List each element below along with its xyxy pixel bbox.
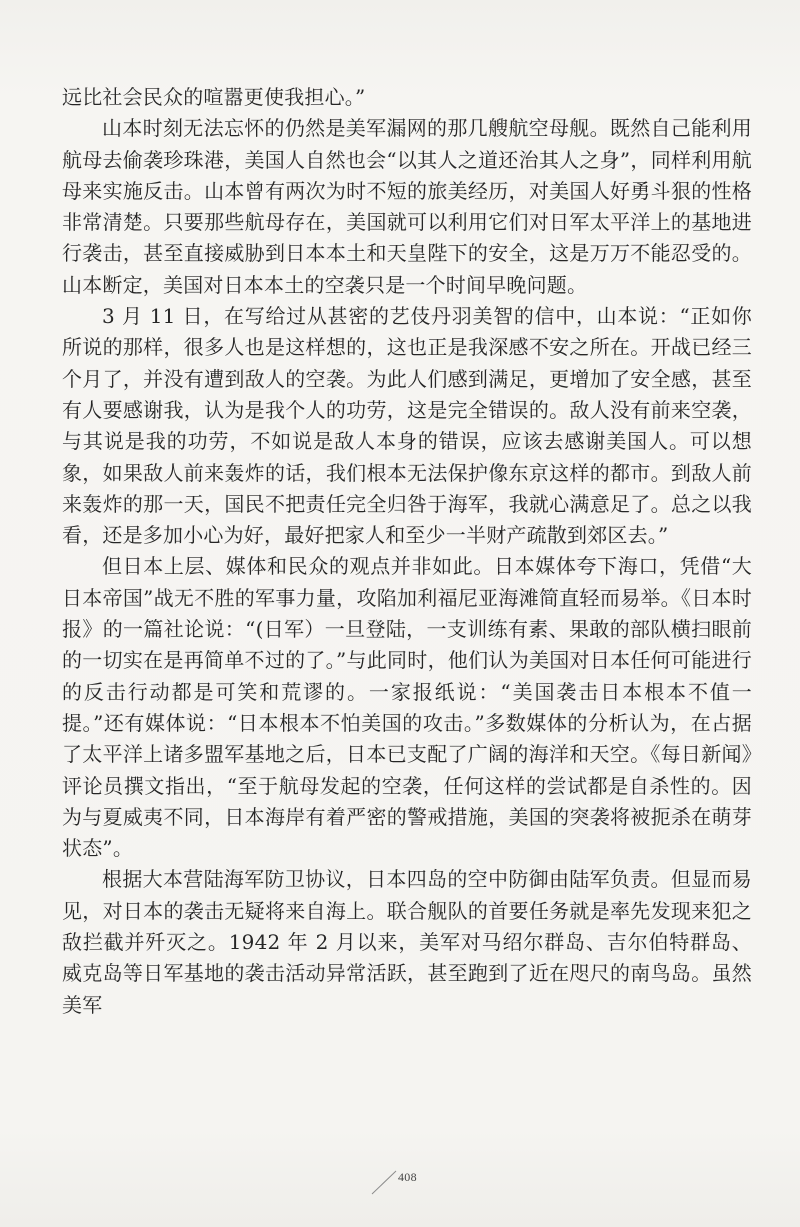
paragraph-1: 远比社会民众的喧嚣更使我担心。”	[62, 85, 366, 109]
paragraph-2: 山本时刻无法忘怀的仍然是美军漏网的那几艘航空母舰。既然自己能利用航母去偷袭珍珠港，美国人自然也会“以其人之道还治其人之身”，同样利用航母来实施反击。山本曾有两次为时不短的旅美经历，对美国人好勇斗狠的性格非常清楚。只要那些航母存在，美国就可以利用它们对日军太平洋上的基地进行袭击，甚至直接威胁到日本本土和天皇陛下的安全，这是万万不能忍受的。山本断定，美国对日本本土的空袭只是一个时间早晚问题。	[62, 116, 752, 297]
paragraph-3: 3 月 11 日，在写给过从甚密的艺伎丹羽美智的信中，山本说：“正如你所说的那样，很多人也是这样想的，这也正是我深感不安之所在。开战已经三个月了，并没有遭到敌人的空袭。为此人们感到满足，更增加了安全感，甚至有人要感谢我，认为是我个人的功劳，这是完全错误的。敌人没有前来空袭，与其说是我的功劳，不如说是敌人本身的错误，应该去感谢美国人。可以想象，如果敌人前来轰炸的话，我们根本无法保护像东京这样的都市。到敌人前来轰炸的那一天，国民不把责任完全归咎于海军，我就心满意足了。总之以我看，还是多加小心为好，最好把家人和至少一半财产疏散到郊区去。”	[62, 304, 752, 548]
paragraph-4: 但日本上层、媒体和民众的观点并非如此。日本媒体夸下海口，凭借“大日本帝国”战无不胜的军事力量，攻陷加利福尼亚海滩简直轻而易举。《日本时报》的一篇社论说：“(日军）一旦登陆，一支训练有素、果敢的部队横扫眼前的一切实在是再简单不过的了。”与此同时，他们认为美国对日本任何可能进行的反击行动都是可笑和荒谬的。一家报纸说：“美国袭击日本根本不值一提。”还有媒体说：“日本根本不怕美国的攻击。”多数媒体的分析认为，在占据了太平洋上诸多盟军基地之后，日本已支配了广阔的海洋和天空。《每日新闻》评论员撰文指出，“至于航母发起的空袭，任何这样的尝试都是自杀性的。因为与夏威夷不同，日本海岸有着严密的警戒措施，美国的突袭将被扼杀在萌芽状态”。	[62, 554, 752, 861]
page-number: 408	[398, 1170, 417, 1184]
folio-slash-ornament	[368, 1168, 426, 1196]
page-footer	[0, 1156, 800, 1200]
paragraph-5: 根据大本营陆海军防卫协议，日本四岛的空中防御由陆军负责。但显而易见，对日本的袭击无疑将来自海上。联合舰队的首要任务就是率先发现来犯之敌拦截并歼灭之。1942 年 2 月以来，美军对马绍尔群岛、吉尔伯特群岛、威克岛等日军基地的袭击活动异常活跃，甚至跑到了近在咫尺的南鸟岛。虽然美军	[62, 867, 752, 1017]
body-text	[62, 82, 752, 1021]
